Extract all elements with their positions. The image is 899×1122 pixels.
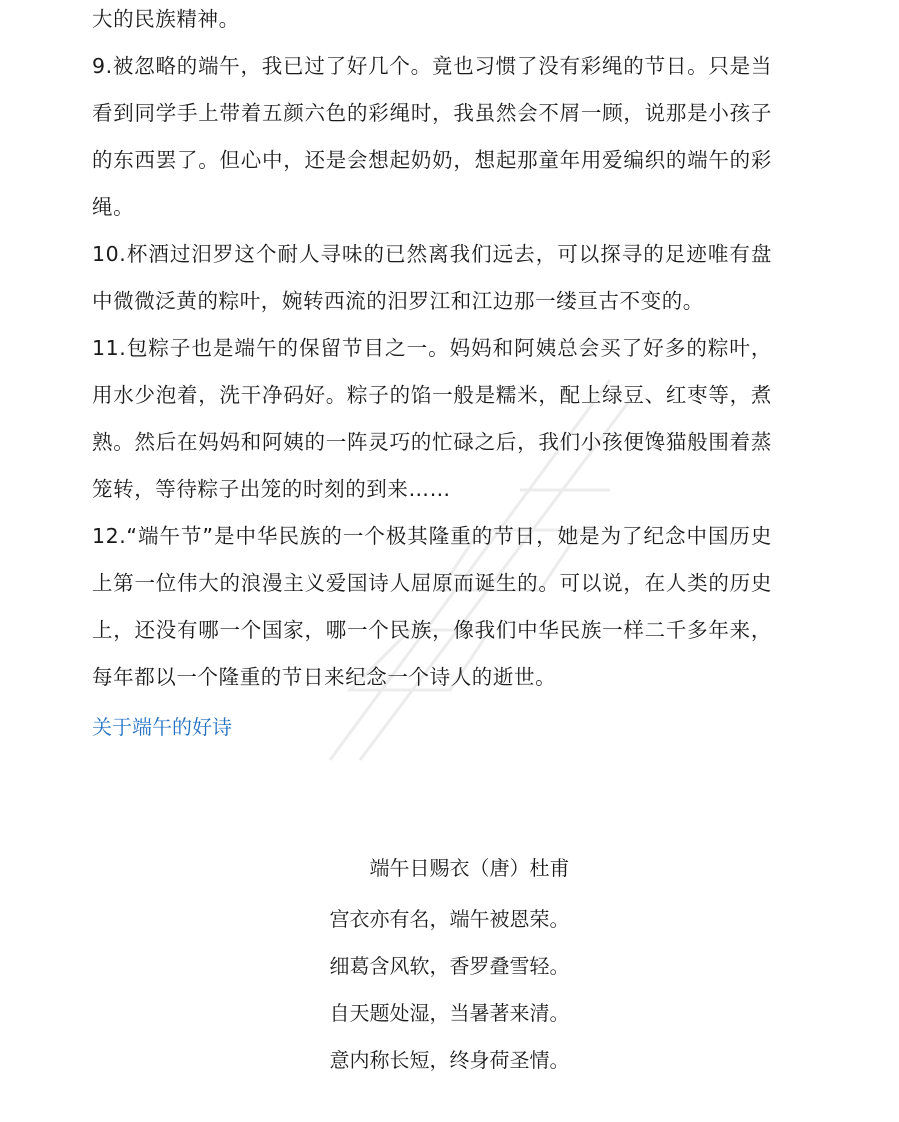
poem-title: 端午日赐衣（唐）杜甫 bbox=[369, 856, 570, 880]
paragraph-11: 11.包粽子也是端午的保留节目之一。妈妈和阿姨总会买了好多的粽叶，用水少泡着，洗干净码好。粽子的馅一般是糯米，配上绿豆、红枣等，煮熟。然后在妈妈和阿姨的一阵灵巧的忙碌之后，我们小孩便馋猫般围着蒸笼转，等待粽子出笼的时刻的到来…… bbox=[92, 336, 772, 501]
article-body bbox=[92, 0, 772, 745]
paragraph-9: 9.被忽略的端午，我已过了好几个。竟也习惯了没有彩绳的节日。只是当看到同学手上带着五颜六色的彩绳时，我虽然会不屑一顾，说那是小孩子的东西罢了。但心中，还是会想起奶奶，想起那童年用爱编织的端午的彩绳。 bbox=[92, 54, 772, 219]
paragraph-intro-continuation: 大的民族精神。 bbox=[92, 7, 240, 31]
paragraph-12: 12.“端午节”是中华民族的一个极其隆重的节日，她是为了纪念中国历史上第一位伟大的浪漫主义爱国诗人屈原而诞生的。可以说，在人类的历史上，还没有哪一个国家，哪一个民族，像我们中华民族一样二千多年来，每年都以一个隆重的节日来纪念一个诗人的逝世。 bbox=[92, 524, 772, 689]
poem-block bbox=[0, 848, 899, 1084]
poem-line-4: 意内称长短，终身荷圣情。 bbox=[329, 1048, 570, 1072]
poem-line-3: 自天题处湿，当暑著来清。 bbox=[329, 1001, 570, 1025]
poem-line-2: 细葛含风软，香罗叠雪轻。 bbox=[329, 954, 570, 978]
section-heading: 关于端午的好诗 bbox=[92, 715, 232, 739]
paragraph-10: 10.杯酒过汨罗这个耐人寻味的已然离我们远去，可以探寻的足迹唯有盘中微微泛黄的粽叶，婉转西流的汨罗江和江边那一缕亘古不变的。 bbox=[92, 242, 772, 313]
poem-line-1: 宫衣亦有名，端午被恩荣。 bbox=[329, 907, 570, 931]
